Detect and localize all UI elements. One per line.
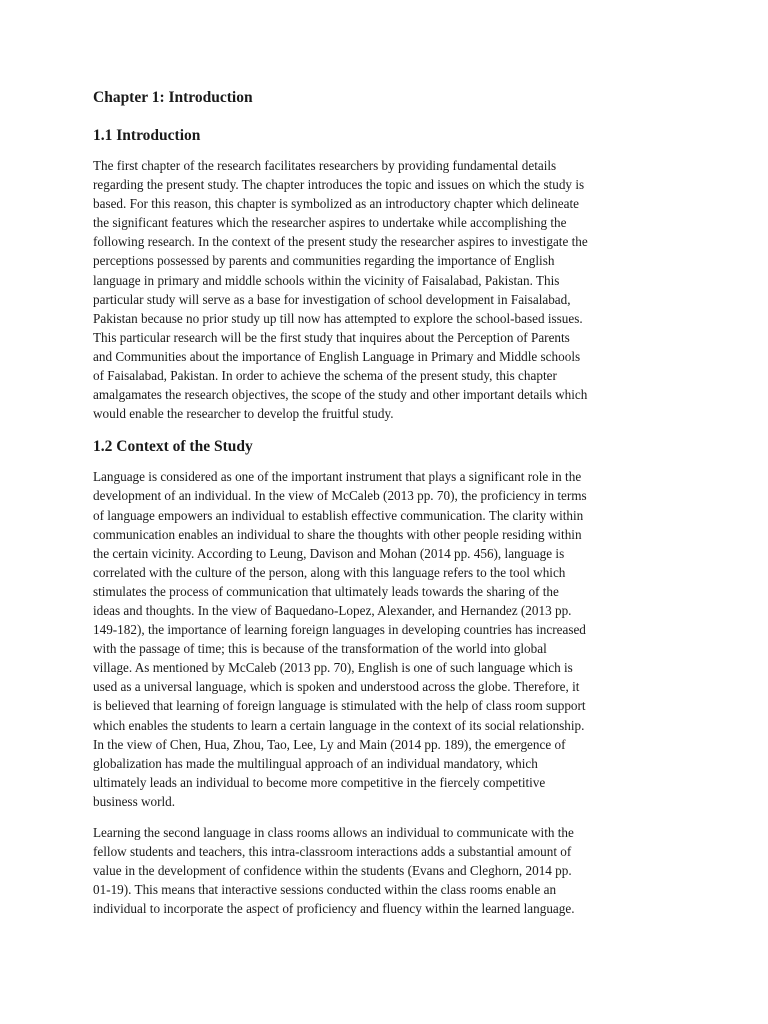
- paragraph: [93, 467, 675, 811]
- paragraph-line: 01-19). This means that interactive sessions conducted within the class rooms enable an: [93, 882, 557, 898]
- paragraph-line: the significant features which the researcher aspires to undertake while accomplishing the: [93, 215, 567, 231]
- paragraph-line: perceptions possessed by parents and communities regarding the importance of English: [93, 253, 555, 269]
- paragraph-line: Language is considered as one of the important instrument that plays a significant role in the: [93, 469, 582, 485]
- paragraph-line: stimulates the process of communication that ultimately leads towards the sharing of the: [93, 583, 559, 599]
- paragraph-line: development of an individual. In the view of McCaleb (2013 pp. 70), the proficiency in terms: [93, 488, 587, 504]
- paragraph-line: business world.: [93, 793, 176, 809]
- paragraph: [93, 156, 675, 423]
- paragraph-line: would enable the researcher to develop the fruitful study.: [93, 406, 394, 422]
- paragraph-line: fellow students and teachers, this intra-classroom interactions adds a substantial amount of: [93, 844, 572, 860]
- paragraph-line: value in the development of confidence within the students (Evans and Cleghorn, 2014 pp.: [93, 863, 572, 879]
- paragraph-line: communication enables an individual to share the thoughts with other people residing within: [93, 526, 582, 542]
- paragraph-line: which enables the students to learn a certain language in the context of its social relationship.: [93, 717, 585, 733]
- paragraph-line: amalgamates the research objectives, the scope of the study and other important details which: [93, 387, 588, 403]
- paragraph-line: individual to incorporate the aspect of proficiency and fluency within the learned language.: [93, 901, 575, 917]
- paragraph-line: 149-182), the importance of learning foreign languages in developing countries has increased: [93, 622, 586, 638]
- paragraph-line: language in primary and middle schools within the vicinity of Faisalabad, Pakistan. This: [93, 272, 560, 288]
- paragraph-line: used as a universal language, which is spoken and understood across the globe. Therefore, it: [93, 679, 580, 695]
- paragraph-line: ultimately leads an individual to become more competitive in the fiercely competitive: [93, 774, 546, 790]
- section-context-of-study: [93, 435, 675, 918]
- section-introduction: [93, 124, 675, 423]
- paragraph-line: In the view of Chen, Hua, Zhou, Tao, Lee, Ly and Main (2014 pp. 189), the emergence of: [93, 736, 566, 752]
- paragraph-line: globalization has made the multilingual approach of an individual mandatory, which: [93, 755, 538, 771]
- paragraph-line: Learning the second language in class rooms allows an individual to communicate with the: [93, 825, 574, 840]
- paragraph-line: with the passage of time; this is because of the transformation of the world into global: [93, 641, 547, 657]
- paragraph-line: Pakistan because no prior study up till now has attempted to explore the school-based issues.: [93, 310, 583, 326]
- paragraph-line: The first chapter of the research facilitates researchers by providing fundamental details: [93, 158, 557, 173]
- paragraph-line: of language empowers an individual to establish effective communication. The clarity within: [93, 507, 584, 523]
- paragraph-line: the certain vicinity. According to Leung, Davison and Mohan (2014 pp. 456), language is: [93, 545, 565, 561]
- paragraph-line: particular study will serve as a base for investigation of school development in Faisalabad,: [93, 291, 571, 307]
- section-title: 1.1 Introduction: [93, 127, 201, 144]
- paragraph-line: village. As mentioned by McCaleb (2013 pp. 70), English is one of such language which is: [93, 660, 573, 676]
- paragraph-line: ideas and thoughts. In the view of Baquedano-Lopez, Alexander, and Hernandez (2013 pp.: [93, 602, 572, 618]
- paragraph-line: following research. In the context of the present study the researcher aspires to investigate the: [93, 234, 588, 250]
- paragraph-line: is believed that learning of foreign language is stimulated with the help of class room support: [93, 698, 586, 714]
- paragraph-line: correlated with the culture of the person, along with this language refers to the tool which: [93, 564, 566, 580]
- paragraph-line: based. For this reason, this chapter is symbolized as an introductory chapter which delineate: [93, 196, 579, 212]
- section-title: 1.2 Context of the Study: [93, 438, 253, 456]
- document-page: [93, 86, 675, 930]
- chapter-title: Chapter 1: Introduction: [93, 89, 253, 106]
- paragraph: [93, 823, 675, 918]
- paragraph-line: regarding the present study. The chapter introduces the topic and issues on which the study is: [93, 177, 585, 193]
- paragraph-line: and Communities about the importance of English Language in Primary and Middle schools: [93, 348, 581, 364]
- paragraph-line: of Faisalabad, Pakistan. In order to achieve the schema of the present study, this chapter: [93, 368, 557, 384]
- paragraph-line: This particular research will be the first study that inquires about the Perception of Parents: [93, 329, 570, 345]
